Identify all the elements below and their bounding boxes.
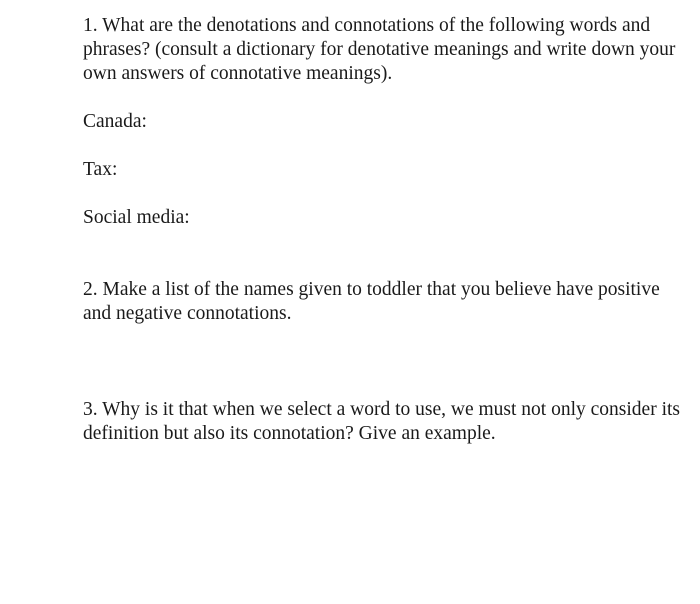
term-social-media: Social media: <box>83 207 190 228</box>
term-tax: Tax: <box>83 159 118 180</box>
term-canada: Canada: <box>83 111 147 132</box>
document-body <box>83 14 683 446</box>
question-2: 2. Make a list of the names given to toddler that you believe have positive and negative connotations. <box>83 279 660 324</box>
question-3: 3. Why is it that when we select a word to use, we must not only consider its definition but also its connotation? Give an example. <box>83 399 680 444</box>
question-1: 1. What are the denotations and connotations of the following words and phrases? (consult a dictionary for denotative meanings and write down your own answers of connotative meanings). <box>83 15 676 84</box>
